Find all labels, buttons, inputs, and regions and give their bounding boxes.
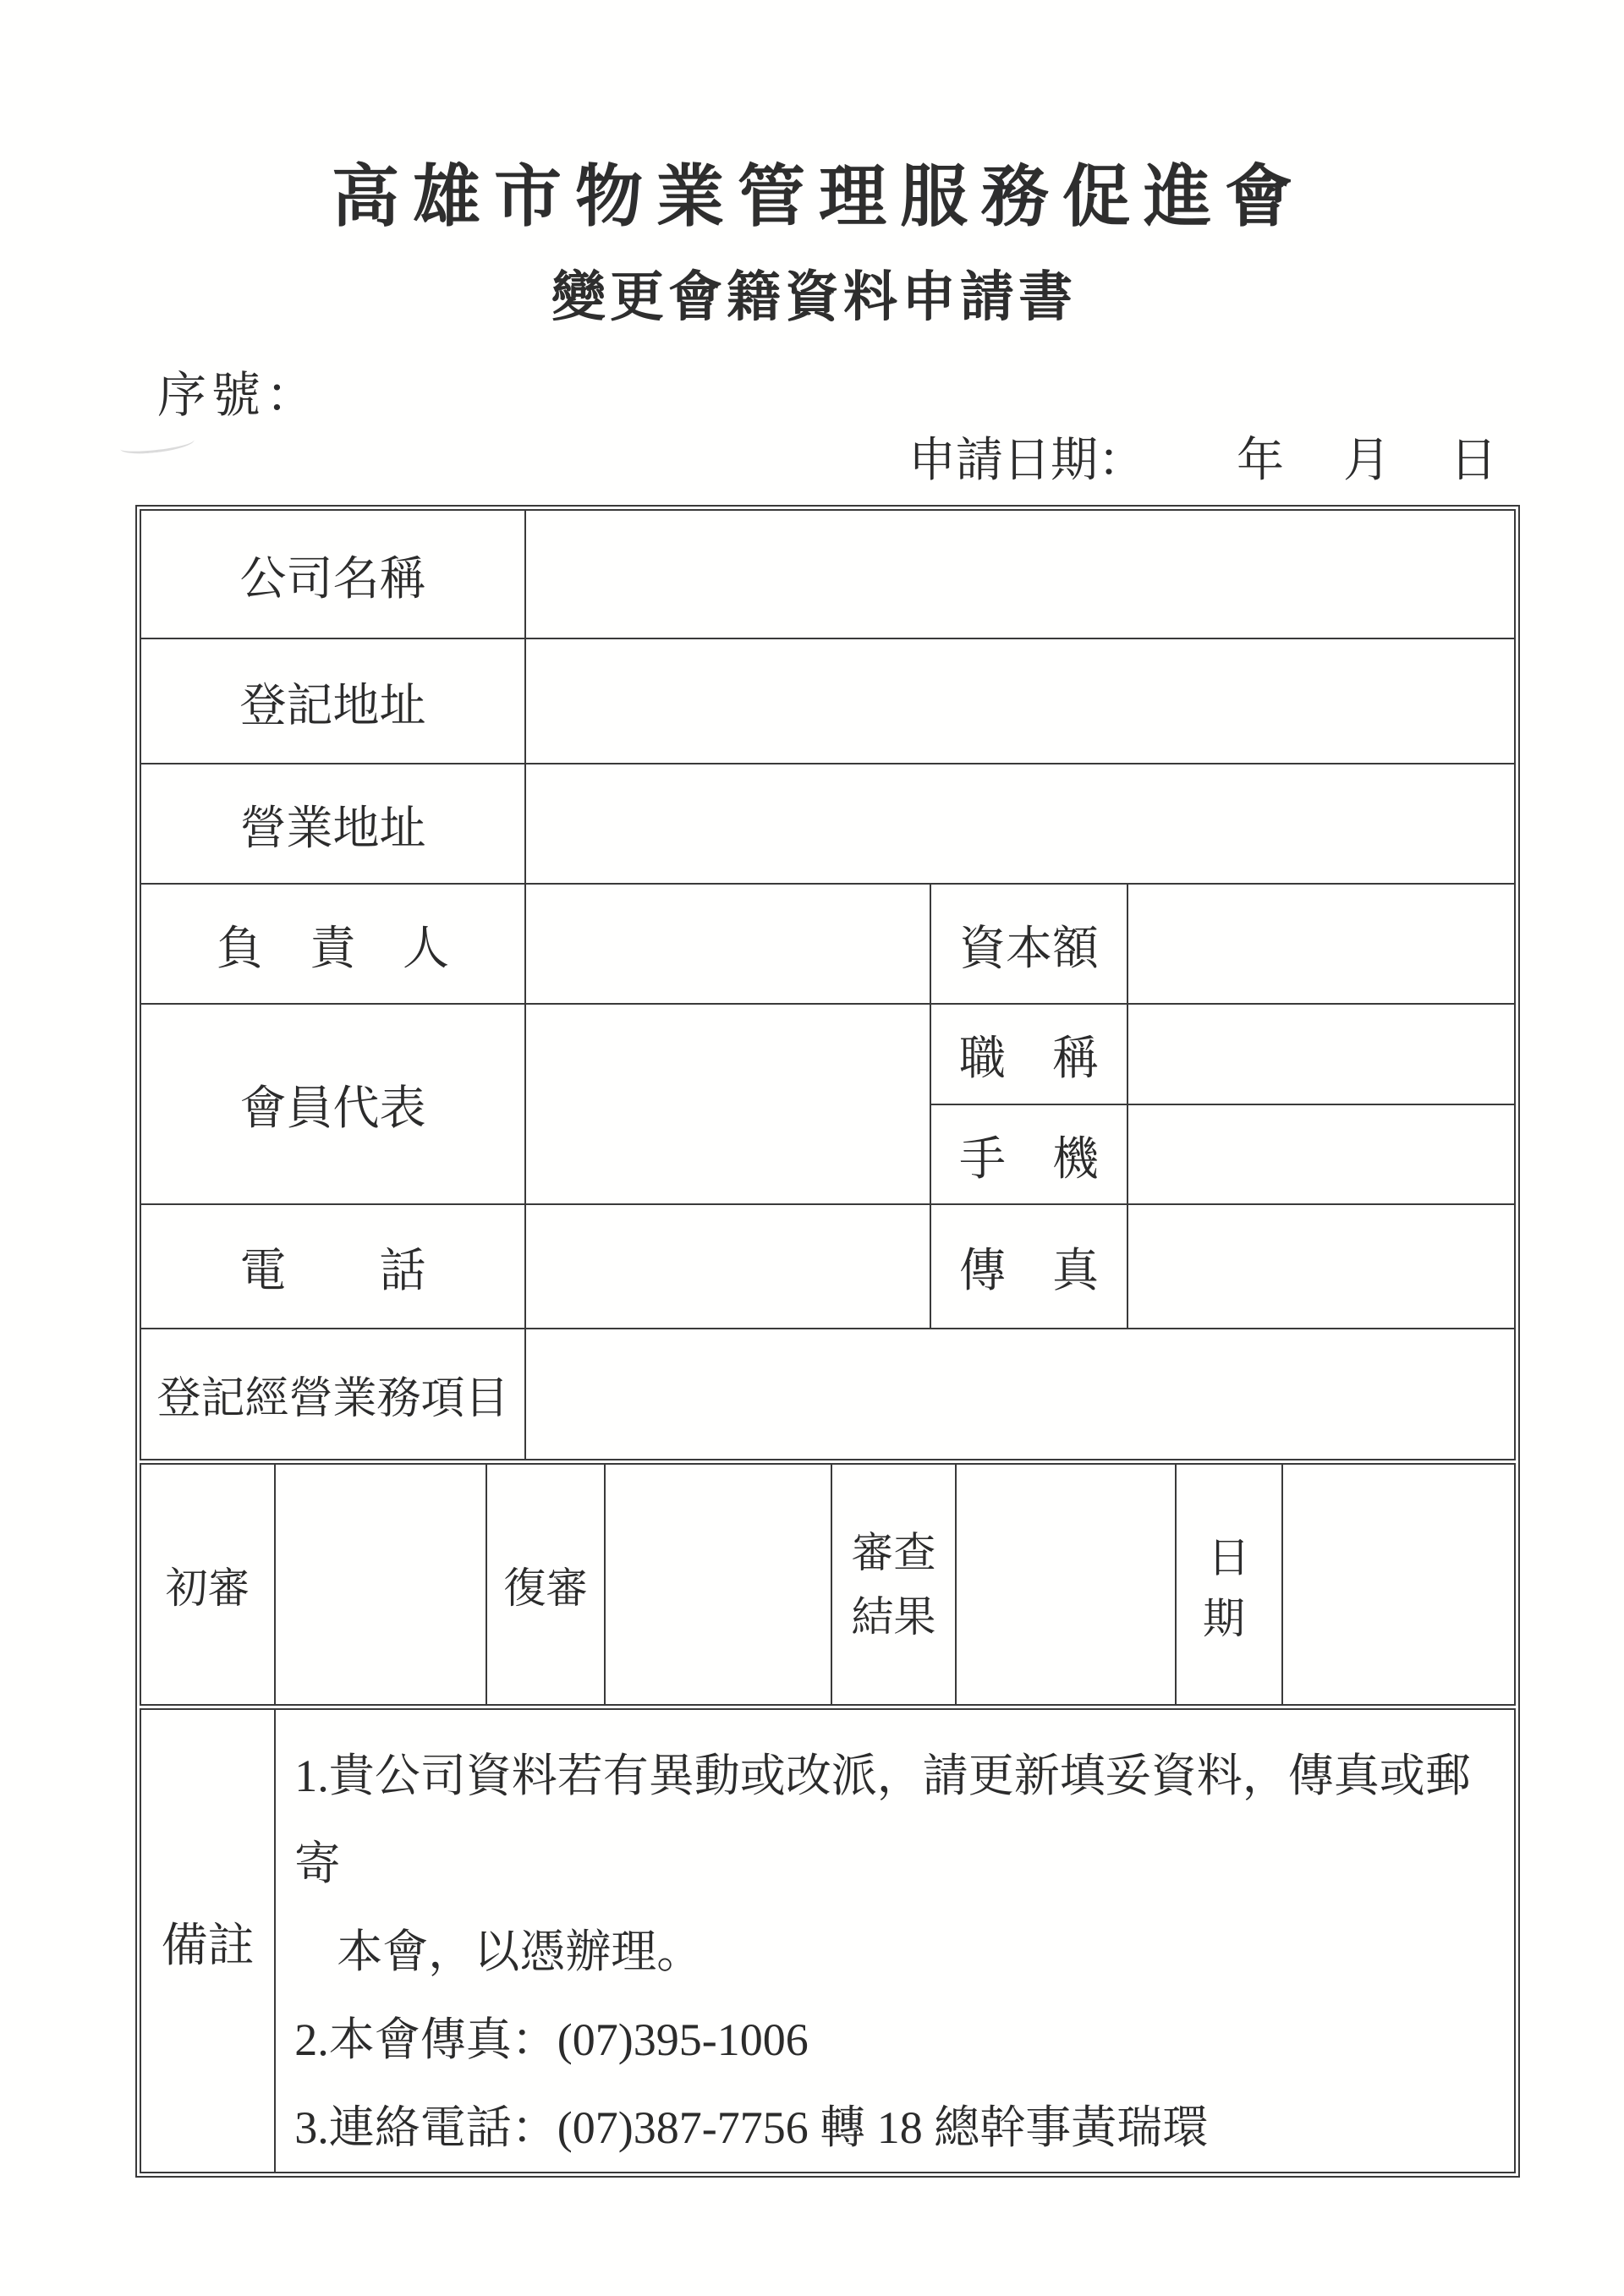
second-review-label-cell: 復審 — [486, 1464, 605, 1705]
first-review-value-cell — [275, 1464, 486, 1705]
note-line-3: 2.本會傳真：(07)395-1006 — [294, 2014, 809, 2065]
review-date-label-cell: 日期 — [1176, 1464, 1283, 1705]
mobile-value-cell — [1127, 1104, 1515, 1204]
page-title: 高雄市物業管理服務促進會 — [332, 161, 1306, 235]
serial-number-label: 序號： — [157, 368, 321, 423]
responsible-person-label-cell: 負 責 人 — [140, 884, 525, 1004]
telephone-value-cell — [525, 1204, 930, 1329]
second-review-value-cell — [605, 1464, 831, 1705]
month-label: 月 — [1343, 435, 1391, 487]
company-name-value-cell — [525, 510, 1515, 638]
review-table — [140, 1463, 1516, 1706]
business-address-label-cell: 營業地址 — [140, 764, 525, 884]
note-line-2: 本會，以憑辦理。 — [337, 1926, 703, 1977]
fax-value-cell — [1127, 1204, 1515, 1329]
member-representative-value-cell — [525, 1004, 930, 1204]
review-result-label-line1: 審查 — [851, 1528, 936, 1576]
day-label: 日 — [1450, 435, 1497, 487]
year-label: 年 — [1237, 435, 1284, 487]
page-subtitle: 變更會籍資料申請書 — [551, 267, 1077, 327]
note-line-4: 3.連絡電話：(07)387-7756 轉 18 總幹事黃瑞環 — [294, 2102, 1209, 2153]
note-line-1: 1.貴公司資料若有異動或改派，請更新填妥資料，傳真或郵寄 — [294, 1751, 1471, 1889]
scan-artifact-squiggle — [119, 433, 195, 456]
table-row — [140, 884, 1515, 1004]
capital-label-cell: 資本額 — [930, 884, 1127, 1004]
review-date-value-cell — [1282, 1464, 1515, 1705]
table-row — [140, 510, 1515, 638]
apply-date-label: 申請日期： — [908, 435, 1145, 487]
table-row — [140, 1464, 1515, 1705]
capital-value-cell — [1127, 884, 1515, 1004]
table-row — [140, 1204, 1515, 1329]
company-name-label-cell: 公司名稱 — [140, 510, 525, 638]
fax-label-cell: 傳 真 — [930, 1204, 1127, 1329]
table-row — [140, 1709, 1515, 2173]
notes-label-cell: 備註 — [140, 1709, 275, 2173]
responsible-person-value-cell — [525, 884, 930, 1004]
review-result-value-cell — [956, 1464, 1176, 1705]
apply-date-line — [908, 423, 1497, 490]
registered-address-value-cell — [525, 638, 1515, 764]
notes-table — [140, 1708, 1516, 2173]
review-result-label-line2: 結果 — [851, 1592, 936, 1641]
telephone-label-cell: 電 話 — [140, 1204, 525, 1329]
member-representative-label-cell: 會員代表 — [140, 1004, 525, 1204]
business-address-value-cell — [525, 764, 1515, 884]
job-title-value-cell — [1127, 1004, 1515, 1104]
form-table-block — [135, 505, 1520, 2178]
table-row — [140, 1329, 1515, 1460]
business-items-label-cell: 登記經營業務項目 — [140, 1329, 525, 1460]
main-info-table — [140, 509, 1516, 1460]
mobile-label-cell: 手 機 — [930, 1104, 1127, 1204]
first-review-label-cell: 初審 — [140, 1464, 275, 1705]
notes-content-cell — [275, 1709, 1515, 2173]
table-row — [140, 638, 1515, 764]
registered-address-label-cell: 登記地址 — [140, 638, 525, 764]
table-row — [140, 764, 1515, 884]
review-result-label-cell — [831, 1464, 955, 1705]
table-row — [140, 1004, 1515, 1104]
business-items-value-cell — [525, 1329, 1515, 1460]
job-title-label-cell: 職 稱 — [930, 1004, 1127, 1104]
